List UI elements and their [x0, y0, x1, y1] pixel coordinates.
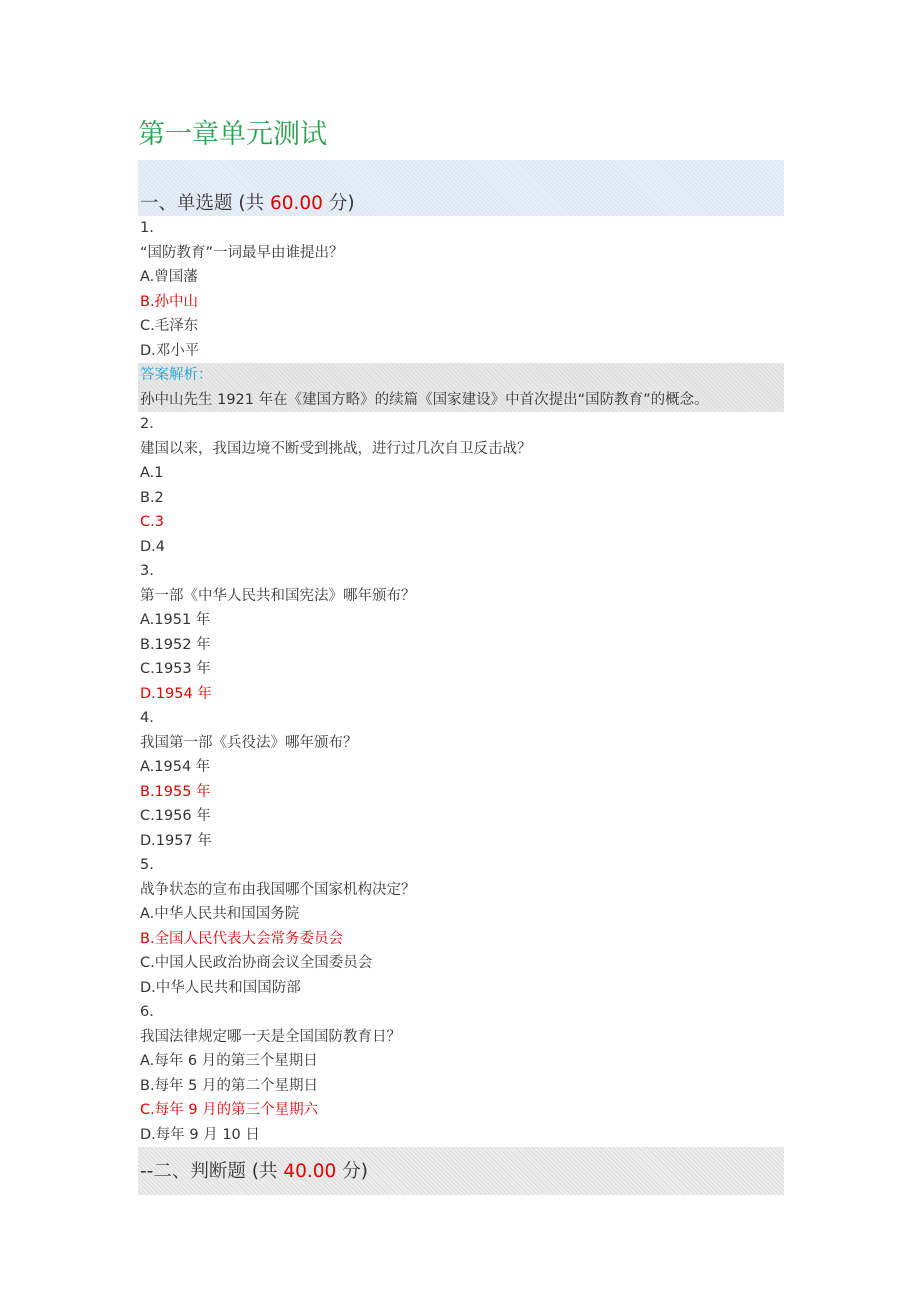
question-number: 5. [140, 857, 154, 873]
page-title: 第一章单元测试 [138, 119, 327, 150]
option-a: A.1 [140, 465, 164, 481]
question-number: 6. [140, 1004, 154, 1020]
answer-analysis [138, 363, 784, 412]
section-title-suffix: 分) [336, 1161, 368, 1182]
option-a: A.1951 年 [140, 612, 211, 628]
question-text: 第一部《中华人民共和国宪法》哪年颁布？ [140, 587, 416, 604]
option-c: C.中国人民政治协商会议全国委员会 [140, 955, 373, 971]
option-b: B.1952 年 [140, 636, 211, 653]
option-d-correct: D.1954 年 [140, 685, 212, 702]
question-number: 2. [140, 416, 154, 432]
option-d: D.1957 年 [140, 832, 212, 849]
section-header-true-false [138, 1147, 784, 1195]
question-text: 我国法律规定哪一天是全国国防教育日？ [140, 1028, 401, 1045]
option-b: B.每年 5 月的第二个星期日 [140, 1077, 318, 1094]
section-title [140, 1157, 368, 1183]
option-d: D.4 [140, 538, 165, 555]
option-b-correct: B.1955 年 [140, 783, 211, 800]
question-2 [138, 412, 784, 559]
question-text: 建国以来，我国边境不断受到挑战，进行过几次自卫反击战？ [140, 440, 532, 457]
option-b-correct: B.孙中山 [140, 293, 199, 310]
section-title-prefix: --二、判断题 (共 [140, 1161, 284, 1182]
quiz-document [138, 112, 784, 1195]
option-b-correct: B.全国人民代表大会常务委员会 [140, 930, 344, 947]
option-c: C.1956 年 [140, 808, 211, 824]
question-1 [138, 216, 784, 412]
question-6 [138, 1000, 784, 1147]
option-c: C.1953 年 [140, 661, 211, 677]
analysis-label: 答案解析： [140, 367, 213, 383]
question-4 [138, 706, 784, 853]
question-5 [138, 853, 784, 1000]
question-text: 我国第一部《兵役法》哪年颁布？ [140, 734, 358, 751]
option-b: B.2 [140, 489, 164, 506]
section-score: 40.00 [283, 1161, 337, 1182]
section-title-prefix: 一、单选题 (共 [140, 193, 270, 214]
section-title-suffix: 分) [322, 193, 355, 214]
option-d: D.邓小平 [140, 342, 200, 359]
option-c: C.毛泽东 [140, 318, 199, 334]
section-title [140, 189, 355, 215]
question-text: “国防教育”一词最早由谁提出？ [140, 244, 344, 261]
section-score: 60.00 [269, 193, 323, 214]
question-text: 战争状态的宣布由我国哪个国家机构决定？ [140, 881, 416, 898]
option-d: D.每年 9 月 10 日 [140, 1126, 260, 1143]
option-a: A.1954 年 [140, 759, 211, 775]
section-header-single-choice [138, 160, 784, 216]
analysis-text: 孙中山先生 1921 年在《建国方略》的续篇《国家建设》中首次提出“国防教育”的概念。 [140, 391, 709, 408]
option-d: D.中华人民共和国国防部 [140, 979, 301, 996]
question-3 [138, 559, 784, 706]
option-c-correct: C.3 [140, 514, 164, 530]
option-a: A.每年 6 月的第三个星期日 [140, 1053, 318, 1069]
question-number: 1. [140, 220, 154, 236]
question-number: 3. [140, 563, 154, 579]
question-number: 4. [140, 710, 154, 726]
option-a: A.曾国藩 [140, 269, 198, 285]
option-c-correct: C.每年 9 月的第三个星期六 [140, 1102, 319, 1118]
option-a: A.中华人民共和国国务院 [140, 906, 300, 922]
